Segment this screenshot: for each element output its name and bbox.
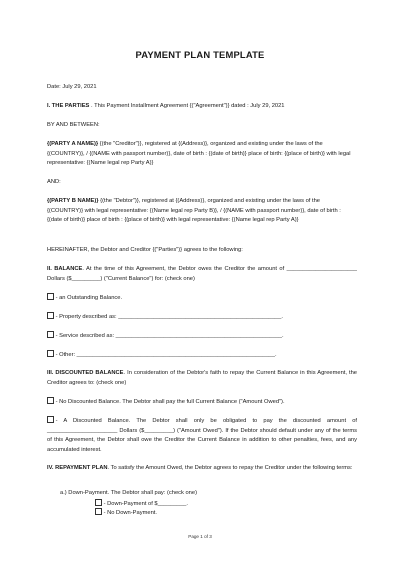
repayment-paragraph xyxy=(47,464,357,474)
and-line: AND: xyxy=(47,179,61,185)
checkbox[interactable] xyxy=(47,397,54,404)
balance-option[interactable] xyxy=(47,350,357,361)
balance-option[interactable] xyxy=(47,331,357,342)
discounted-paragraph xyxy=(47,369,357,388)
checkbox[interactable] xyxy=(47,312,54,319)
party-b-paragraph xyxy=(47,197,357,226)
party-a-name: {(PARTY A NAME)} xyxy=(47,141,99,147)
repayment-heading: IV. REPAYMENT PLAN xyxy=(47,465,108,471)
discount-option[interactable] xyxy=(47,397,357,408)
balance-option-label: - an Outstanding Balance. xyxy=(55,295,123,302)
balance-option-label: - Other: ______________________________________________________________. xyxy=(55,352,277,359)
parties-heading: I. THE PARTIES xyxy=(47,103,90,109)
down-option[interactable] xyxy=(95,508,357,519)
discount-option[interactable] xyxy=(47,416,357,455)
balance-text: . At the time of this Agreement, the Debtor owes the Creditor the amount of ______________________ Dollars ($_________) ("Current Balance") for: (check one) xyxy=(47,266,358,282)
balance-option-label: - Property described as: ___________________________________________________. xyxy=(55,314,283,321)
checkbox[interactable] xyxy=(95,508,102,515)
party-b-name: {(PARTY B NAME)} xyxy=(47,198,99,204)
down-option-label: - Down-Payment of $_________. xyxy=(103,501,188,508)
date-line: Date: July 29, 2021 xyxy=(47,84,97,90)
hereinafter-paragraph: HEREINAFTER, the Debtor and Creditor {("Parties")} agrees to the following: xyxy=(47,247,243,253)
party-a-paragraph xyxy=(47,140,357,169)
discounted-heading: III. DISCOUNTED BALANCE xyxy=(47,370,124,376)
down-payment-line: a.) Down-Payment. The Debtor shall pay: (check one) xyxy=(60,490,197,496)
checkbox[interactable] xyxy=(47,350,54,357)
down-option-label: - No Down-Payment. xyxy=(103,510,157,517)
parties-paragraph xyxy=(47,102,357,112)
balance-option[interactable] xyxy=(47,293,357,304)
parties-text: . This Payment Installment Agreement {("Agreement")} dated : July 29, 2021 xyxy=(89,103,285,109)
balance-option-label: - Service described as: ____________________________________________________. xyxy=(55,333,284,340)
checkbox[interactable] xyxy=(47,331,54,338)
balance-paragraph xyxy=(47,265,357,284)
discount-option-label: - No Discounted Balance. The Debtor shall pay the full Current Balance ("Amount Owed"). xyxy=(55,399,285,406)
checkbox[interactable] xyxy=(95,499,102,506)
checkbox[interactable] xyxy=(47,293,54,300)
balance-heading: II. BALANCE xyxy=(47,266,83,272)
page-footer: Page 1 of 3 xyxy=(188,534,212,539)
party-a-text: {(the "Creditor")}, registered at {(Address)}, organized and existing under the laws of the {(COUNTRY)}, / {(NAME with passport number)}, date of birth : {(date of birth)} place of birth: {(place of birth)} with legal representative: {(Name legal rep Party A)} xyxy=(47,141,351,166)
discount-option-label: - A Discounted Balance. The Debtor shall only be obligated to pay the discounted amount of ______________________ Dollars ($_________) ("Amount Owed"). If the Debtor should default under any of the terms of this Agreement, the Debtor shall owe the Creditor the Current Balance in addition to other penalties, fees, and any accumulated interest. xyxy=(47,418,357,453)
balance-option[interactable] xyxy=(47,312,357,323)
document-title: PAYMENT PLAN TEMPLATE xyxy=(135,49,265,60)
repayment-text: . To satisfy the Amount Owed, the Debtor agrees to repay the Creditor under the following terms: xyxy=(107,465,353,471)
party-b-text: {(the "Debtor")}, registered at {(Address)}, organized and existing under the laws of the {(COUNTRY)} with legal representative: {(Name legal rep Party B)}, / {(NAME with passport number)}, date of birth : {(date of birth)} place of birth : {(place of birth)} with legal representative: {(Name legal rep Party A)} xyxy=(47,198,341,223)
by-and-between: BY AND BETWEEN: xyxy=(47,122,100,128)
discounted-text: . In consideration of the Debtor's faith to repay the Current Balance in this Agreement, the Creditor agrees to: (check one) xyxy=(47,370,357,386)
checkbox[interactable] xyxy=(47,416,54,423)
